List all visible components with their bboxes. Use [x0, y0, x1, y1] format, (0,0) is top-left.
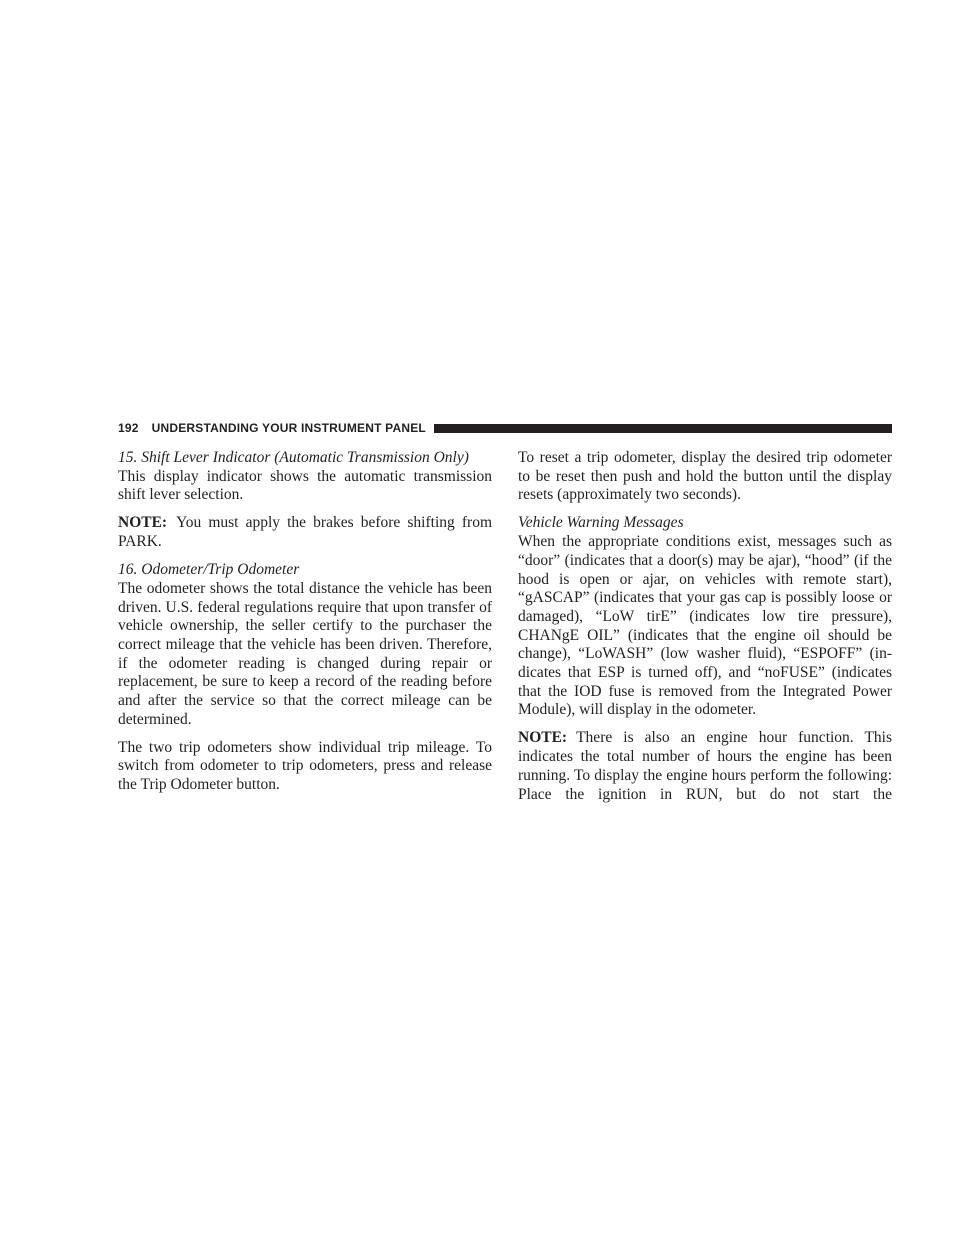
item-16-body-1: The odometer shows the total distance the vehicle has been driven. U.S. federal regulations require that upon transfer of vehicle ownership, the seller certify to the purchaser the correct mileage that the vehicle has been driven. Therefore, if the odometer reading is changed during repair or replacement, be sure to keep a record of the reading before and after the service so that the correct mileage can be determined.: [118, 579, 492, 728]
reset-paragraph: To reset a trip odometer, display the desired trip odometer to be reset then push and hold the button until the display resets (approximately two seconds).: [518, 449, 892, 504]
engine-hour-note: [518, 729, 892, 804]
note-text: There is also an engine hour function. This indicates the total number of hours the engine has been running. To display the engine hours perform the following: Place the ignition in RUN, but do not start the: [518, 729, 892, 803]
page-header: [118, 420, 892, 436]
item-15-body: This display indicator shows the automatic transmission shift lever selection.: [118, 467, 492, 504]
note-label: NOTE:: [118, 514, 168, 532]
page-number: 192: [118, 421, 139, 435]
left-column: [118, 449, 492, 804]
warning-messages-heading: Vehicle Warning Messages: [518, 514, 684, 532]
item-15-note: [118, 514, 492, 551]
section-title: UNDERSTANDING YOUR INSTRUMENT PANEL: [151, 421, 426, 435]
note-text: You must apply the brakes before shifting from PARK.: [118, 514, 492, 551]
header-rule: [434, 424, 892, 433]
item-15-heading: 15. Shift Lever Indicator (Automatic Transmission Only): [118, 449, 469, 466]
item-16-heading: 16. Odometer/Trip Odometer: [118, 561, 300, 579]
item-16-body-2: The two trip odometers show individual trip mileage. To switch from odometer to trip odometers, press and release the Trip Odometer button.: [118, 738, 492, 794]
right-column: [518, 449, 892, 814]
note-label: NOTE:: [518, 729, 568, 747]
warning-messages-body: When the appropriate conditions exist, messages such as “door” (indicates that a door(s) may be ajar), “hood” (if the hood is open or ajar, on vehicles with remote start), “gASCAP” (indicates that your gas cap is possibly loose or damaged), “LoW tirE” (indicates low tire pressure), CHANgE OIL” (indicates that the engine oil should be change), “LoWASH” (low washer fluid), “ESPOFF” (indicates that ESP is turned off), and “noFUSE” (indicates that the IOD fuse is removed from the Integrated Power Module), will display in the odometer.: [518, 533, 892, 719]
